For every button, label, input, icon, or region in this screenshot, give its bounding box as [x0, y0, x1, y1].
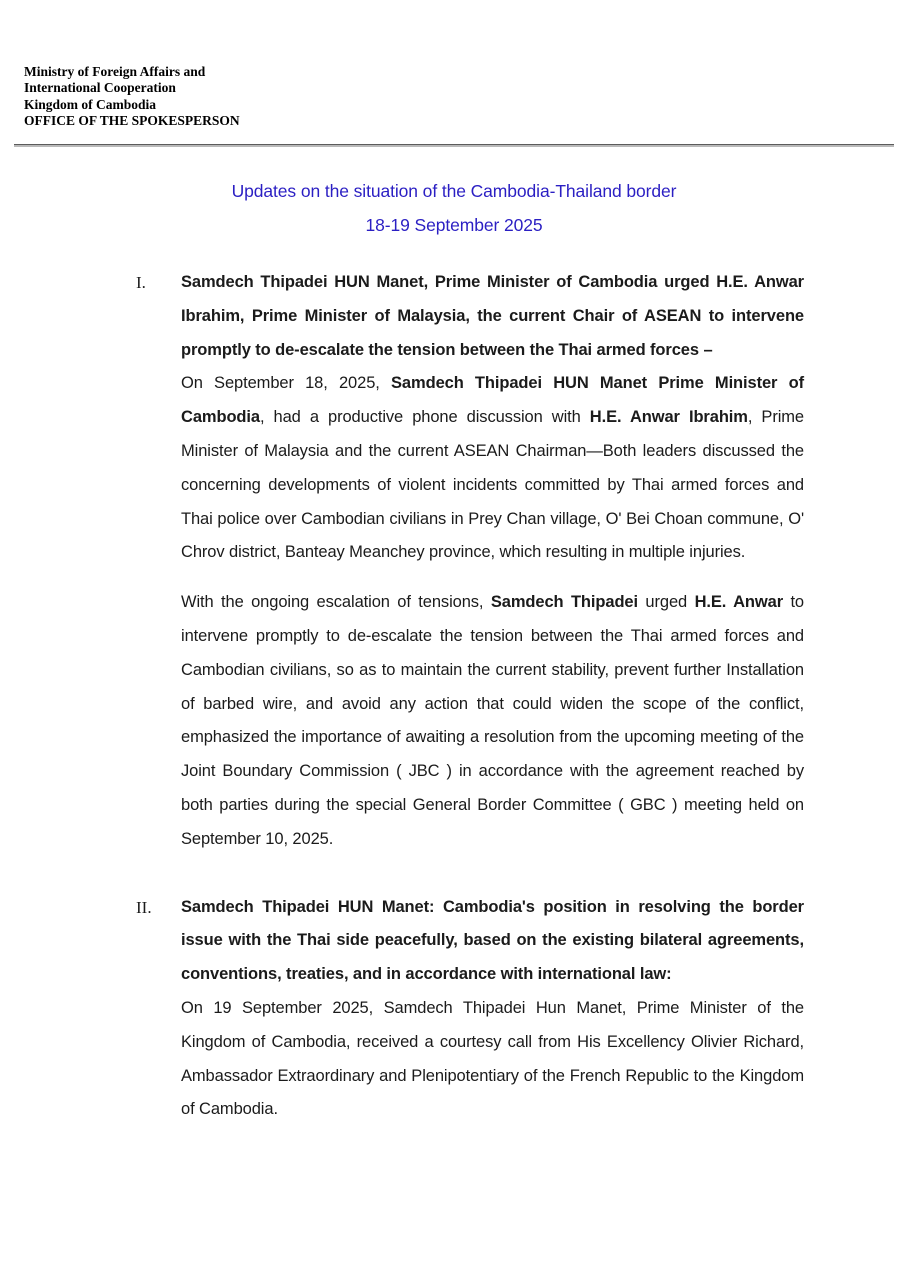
letterhead — [24, 64, 240, 130]
section-1 — [136, 266, 804, 857]
section-1-numeral: I. — [136, 273, 146, 292]
text-run: , Prime Minister of Malaysia and the current ASEAN Chairman—Both leaders discussed the concerning developments of violent incidents committed by Thai armed forces and Thai police over Cambodian civilians in Prey Chan village, O' Bei Choan commune, O' Chrov district, Banteay Meanchey province, which resulting in multiple injuries. — [181, 408, 805, 562]
section-1-paragraph-2 — [181, 586, 804, 856]
section-1-heading: Samdech Thipadei HUN Manet, Prime Minister of Cambodia urged H.E. Anwar Ibrahim, Prime Minister of Malaysia, the current Chair of ASEAN to intervene promptly to de-escalate the tension between the Thai armed forces – — [181, 273, 804, 359]
header-divider — [14, 144, 894, 147]
letterhead-line-1: Ministry of Foreign Affairs and — [24, 64, 206, 79]
text-run: On September 18, 2025, — [181, 374, 392, 393]
section-2 — [136, 891, 804, 1128]
text-run: With the ongoing escalation of tensions, — [181, 593, 491, 612]
text-run-bold: Samdech Thipadei HUN Manet Prime Minister of Cambodia — [181, 374, 804, 427]
text-run: On 19 September 2025, Samdech Thipadei Hun Manet, Prime Minister of the Kingdom of Cambodia, received a courtesy call from His Excellency Olivier Richard, Ambassador Extraordinary and Plenipotentiary of the French Republic to the Kingdom of Cambodia. — [181, 998, 804, 1119]
section-2-heading: Samdech Thipadei HUN Manet: Cambodia's position in resolving the border issue with the Thai side peacefully, based on the existing bilateral agreements, conventions, treaties, and in accordance with international law: — [181, 897, 804, 984]
section-2-paragraph-1 — [181, 992, 804, 1127]
text-run: to intervene promptly to de-escalate the tension between the Thai armed forces and Cambodian civilians, so as to maintain the current stability, prevent further Installation of barbed wire, and avoid any action that could widen the scope of the conflict, emphasized the importance of awaiting a resolution from the upcoming meeting of the Joint Boundary Commission ( JBC ) in accordance with the agreement reached by both parties during the special General Border Committee ( GBC ) meeting held on September 10, 2025. — [181, 593, 805, 848]
text-run-bold: H.E. Anwar — [694, 593, 784, 612]
text-run: urged — [638, 593, 695, 612]
title-line-2: 18-19 September 2025 — [365, 215, 543, 235]
letterhead-line-4: OFFICE OF THE SPOKESPERSON — [24, 113, 240, 129]
section-2-text — [181, 891, 804, 1128]
document-title — [0, 174, 908, 242]
letterhead-line-3: Kingdom of Cambodia — [24, 96, 157, 112]
document-body — [136, 266, 804, 1127]
letterhead-line-2: International Cooperation — [24, 80, 176, 96]
text-run: , had a productive phone discussion with — [259, 408, 590, 427]
text-run-bold: H.E. Anwar Ibrahim — [589, 408, 748, 427]
section-1-text — [181, 266, 804, 857]
section-2-numeral: II. — [136, 897, 152, 917]
text-run-bold: Samdech Thipadei — [490, 593, 638, 612]
section-1-paragraph-1 — [181, 367, 804, 570]
title-line-1: Updates on the situation of the Cambodia-Thailand border — [231, 181, 677, 201]
